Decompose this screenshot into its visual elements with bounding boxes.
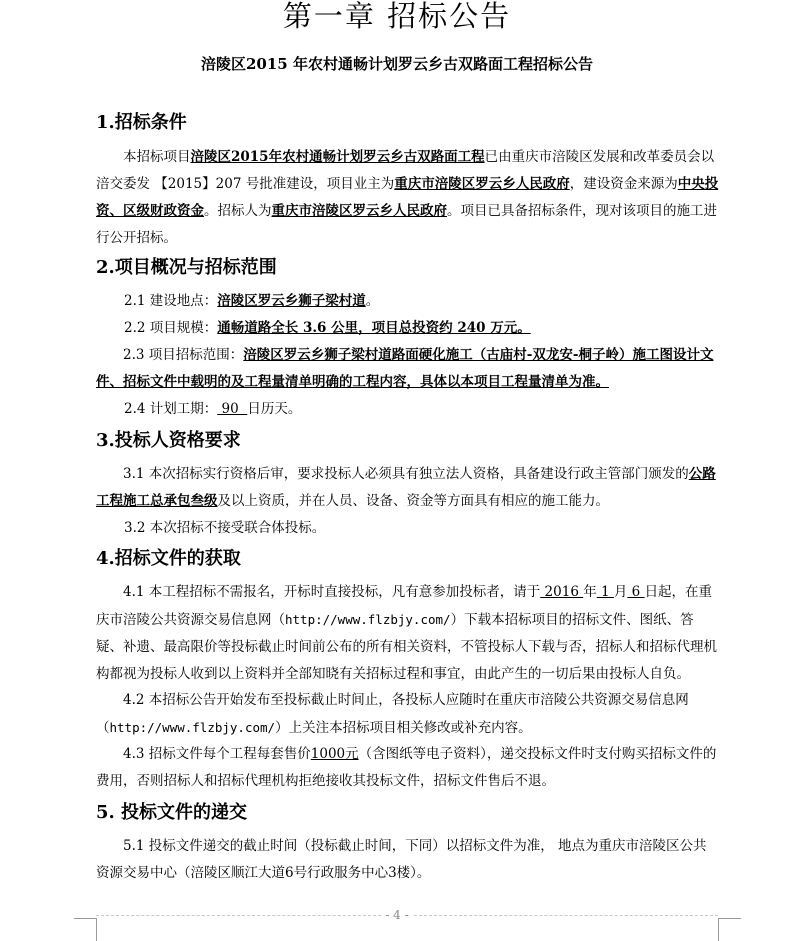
text-run: ）下载本招标项目的招标文件、图纸、答疑、补遗、最高限价等投标截止时间前公布的所有相关资料，不管投标人下载与否，招标人和招标代理机构都视为投标人收到以上资料并全部知晓有关招标过程和事宜，由此产生的一切后果由投标人自负。: [96, 612, 717, 682]
item-2-1: [124, 288, 720, 315]
item-3-1: [96, 461, 720, 515]
text-run: ）上关注本招标项目相关修改或补充内容。: [275, 720, 532, 736]
date-day: 6: [627, 584, 645, 600]
text-run: 4.2 本招标公告开始发布至投标截止时间止，各投标人应随时在重庆市涪陵公共资源交易信息网（: [96, 692, 689, 736]
project-name: 涪陵区2015年农村通畅计划罗云乡古双路面工程: [190, 149, 485, 165]
item-label: 2.3 项目招标范围：: [123, 347, 244, 363]
section-1-paragraph: [96, 144, 720, 252]
margin-corner-mark-left: [74, 918, 97, 941]
text-run: 已由重庆市涪陵区发展和改革委员会以涪交委发 【2015】207 号批准建设，项目业主为: [96, 149, 715, 192]
funding-source: 中央投资、区级财政资金: [96, 176, 719, 219]
section-5-heading: 5. 投标文件的递交: [96, 802, 248, 823]
planned-duration: 90: [217, 401, 248, 417]
announcement-subtitle: 涪陵区2015 年农村通畅计划罗云乡古双路面工程招标公告: [201, 55, 593, 73]
text-run: 年: [583, 584, 597, 600]
item-5-1: [96, 833, 720, 887]
tender-scope: 涪陵区罗云乡狮子梁村道路面硬化施工（古庙村-双龙安-桐子岭）施工图设计文件、招标文件中载明的及工程量清单明确的工程内容，具体以本项目工程量清单为准。: [96, 347, 714, 390]
text-run: 日起，在重庆市涪陵公共资源交易信息网（: [96, 584, 713, 628]
section-4-heading: 4.招标文件的获取: [96, 548, 241, 569]
text-run: 3.1 本次招标实行资格后审，要求投标人必须具有独立法人资格，具备建设行政主管部门颁发的: [123, 466, 689, 482]
construction-location: 涪陵区罗云乡狮子梁村道: [217, 293, 366, 309]
item-4-2: [96, 687, 720, 742]
text-run: 。项目已具备招标条件，现对该项目的施工进行公开招标。: [96, 203, 717, 246]
section-1-heading: 1.招标条件: [96, 112, 187, 133]
item-2-3: [96, 342, 720, 396]
item-2-4: [124, 396, 720, 423]
text-run: 5.1 投标文件递交的截止时间（投标截止时间，下同）以招标文件为准， 地点为重庆市涪陵区公共资源交易中心（涪陵区顺江大道6号行政服务中心3楼）。: [96, 838, 707, 881]
item-3-2: 3.2 本次招标不接受联合体投标。: [124, 520, 326, 536]
text-run: ，建设资金来源为: [569, 176, 678, 192]
item-label: 2.2 项目规模：: [124, 320, 218, 336]
website-link[interactable]: http://www.flzbjy.com/: [109, 720, 276, 735]
date-year: 2016: [540, 584, 584, 600]
margin-corner-mark-right: [718, 918, 741, 941]
qualification-grade: 公路工程施工总承包叁级: [96, 466, 716, 509]
tenderer: 重庆市涪陵区罗云乡人民政府: [271, 203, 447, 219]
item-label: 2.1 建设地点：: [124, 293, 218, 309]
text-run: 日历天。: [247, 401, 302, 417]
chapter-title: 第一章 招标公告: [282, 0, 512, 33]
text-run: 。: [365, 293, 380, 309]
document-price: 1000元: [310, 746, 359, 762]
item-4-3: [96, 741, 720, 795]
text-run: 。招标人为: [204, 203, 272, 219]
project-owner: 重庆市涪陵区罗云乡人民政府: [394, 176, 570, 192]
item-2-2: [124, 315, 720, 342]
date-month: 1: [596, 584, 614, 600]
text-run: 月: [613, 584, 628, 600]
text-run: 及以上资质，并在人员、设备、资金等方面具有相应的施工能力。: [217, 493, 609, 509]
text-run: 4.3 招标文件每个工程每套售价: [123, 746, 311, 762]
text-run: （含图纸等电子资料），递交投标文件时支付购买招标文件的费用，否则招标人和招标代理机构拒绝接收其投标文件，招标文件售后不退。: [96, 746, 717, 789]
text-run: 本招标项目: [123, 149, 191, 165]
project-scale: 通畅道路全长 3.6 公里，项目总投资约 240 万元。: [217, 320, 531, 336]
item-label: 2.4 计划工期：: [124, 401, 218, 417]
text-run: 4.1 本工程招标不需报名，开标时直接投标，凡有意参加投标者，请于: [123, 584, 541, 600]
item-4-1: [96, 579, 720, 688]
section-2-heading: 2.项目概况与招标范围: [96, 257, 277, 278]
section-3-heading: 3.投标人资格要求: [96, 430, 241, 451]
website-link[interactable]: http://www.flzbjy.com/: [285, 612, 451, 627]
page-number: - 4 -: [385, 908, 409, 922]
